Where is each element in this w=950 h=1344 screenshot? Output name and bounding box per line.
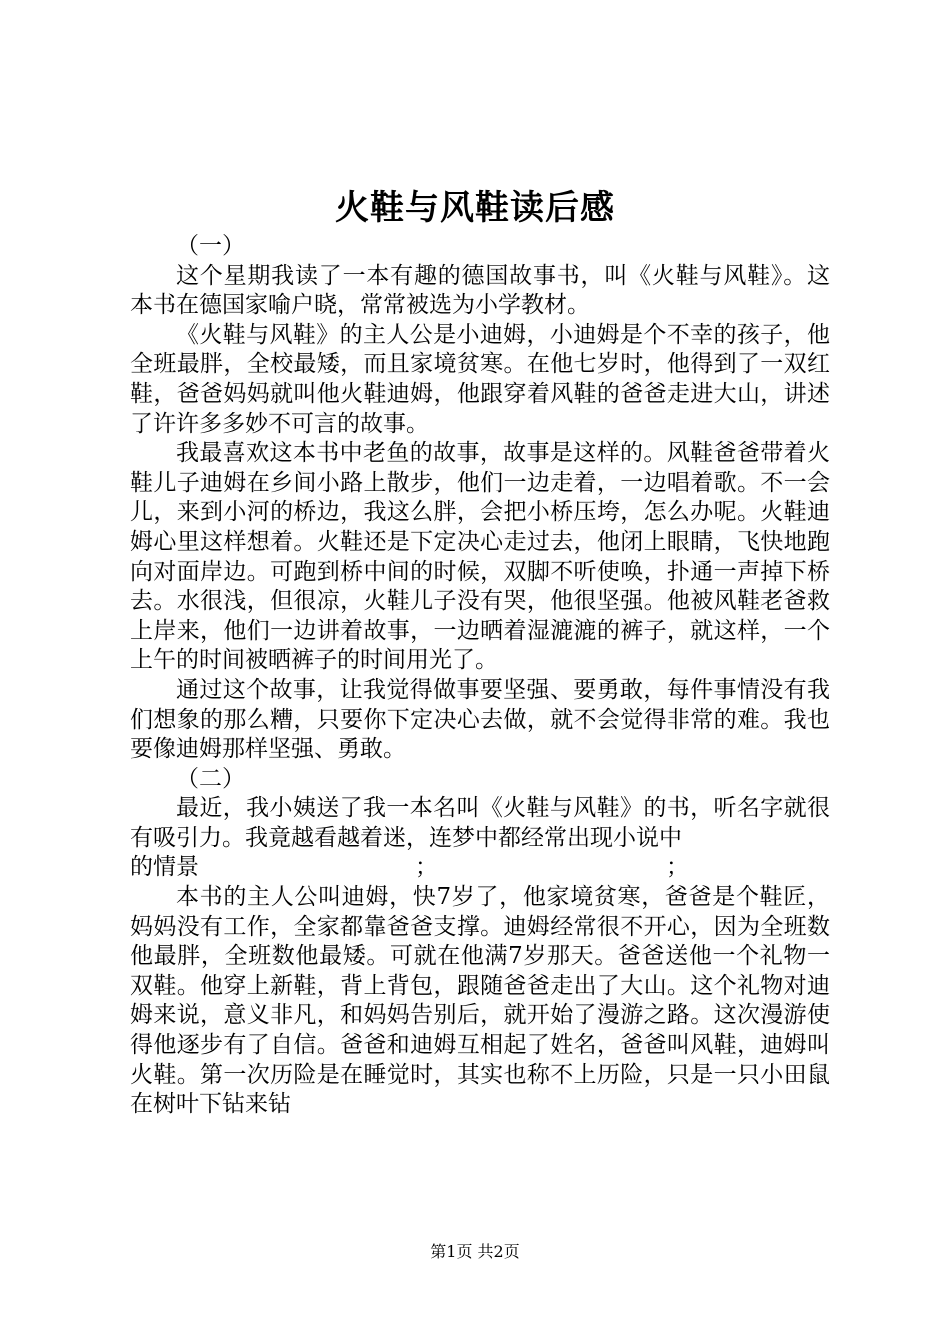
document-title: 火鞋与风鞋读后感 [335,188,615,228]
separator-2: ； [666,854,689,881]
separator-1: ； [415,854,438,881]
paragraph-5-tail [130,853,830,883]
page-footer: 第1页 共2页 [430,1242,520,1261]
paragraph-6: 本书的主人公叫迪姆，快7岁了，他家境贫寒，爸爸是个鞋匠，妈妈没有工作，全家都靠爸爸支撑。迪姆经常很不开心，因为全班数他最胖，全班数他最矮。可就在他满7岁那天。爸爸送他一个礼物一双鞋。他穿上新鞋，背上背包，跟随爸爸走出了大山。这个礼物对迪姆来说，意义非凡，和妈妈告别后，就开始了漫游之路。这次漫游使得他逐步有了自信。爸爸和迪姆互相起了姓名，爸爸叫风鞋，迪姆叫火鞋。第一次历险是在睡觉时，其实也称不上历险，只是一只小田鼠在树叶下钻来钻 [130,884,830,1118]
paragraph-1: 这个星期我读了一本有趣的德国故事书，叫《火鞋与风鞋》。这本书在德国家喻户晓，常常被选为小学教材。 [130,262,830,319]
paragraph-3: 我最喜欢这本书中老鱼的故事，故事是这样的。风鞋爸爸带着火鞋儿子迪姆在乡间小路上散步，他们一边走着，一边唱着歌。不一会儿，来到小河的桥边，我这么胖，会把小桥压垮，怎么办呢。火鞋迪姆心里这样想着。火鞋还是下定决心走过去，他闭上眼睛，飞快地跑向对面岸边。可跑到桥中间的时候，双脚不听使唤，扑通一声掉下桥去。水很浅，但很凉，火鞋儿子没有哭，他很坚强。他被风鞋老爸救上岸来，他们一边讲着故事，一边晒着湿漉漉的裤子，就这样，一个上午的时间被晒裤子的时间用光了。 [130,440,830,674]
document-body [130,232,830,1120]
paragraph-5-text: 最近，我小姨送了我一本名叫《火鞋与风鞋》的书，听名字就很有吸引力。我竟越看越着迷，连梦中都经常出现小说中 [130,795,830,851]
paragraph-5-tail-text: 的情景 [130,854,199,881]
paragraph-2: 《火鞋与风鞋》的主人公是小迪姆，小迪姆是个不幸的孩子，他全班最胖，全校最矮，而且家境贫寒。在他七岁时，他得到了一双红鞋，爸爸妈妈就叫他火鞋迪姆，他跟穿着风鞋的爸爸走进大山，讲述了许许多多妙不可言的故事。 [130,321,830,437]
paragraph-5 [130,794,830,883]
section-marker-1: （一） [176,233,245,259]
section-marker-2: （二） [176,765,245,792]
paragraph-4: 通过这个故事，让我觉得做事要坚强、要勇敢，每件事情没有我们想象的那么糟，只要你下定决心去做，就不会觉得非常的难。我也要像迪姆那样坚强、勇敢。 [130,676,830,763]
